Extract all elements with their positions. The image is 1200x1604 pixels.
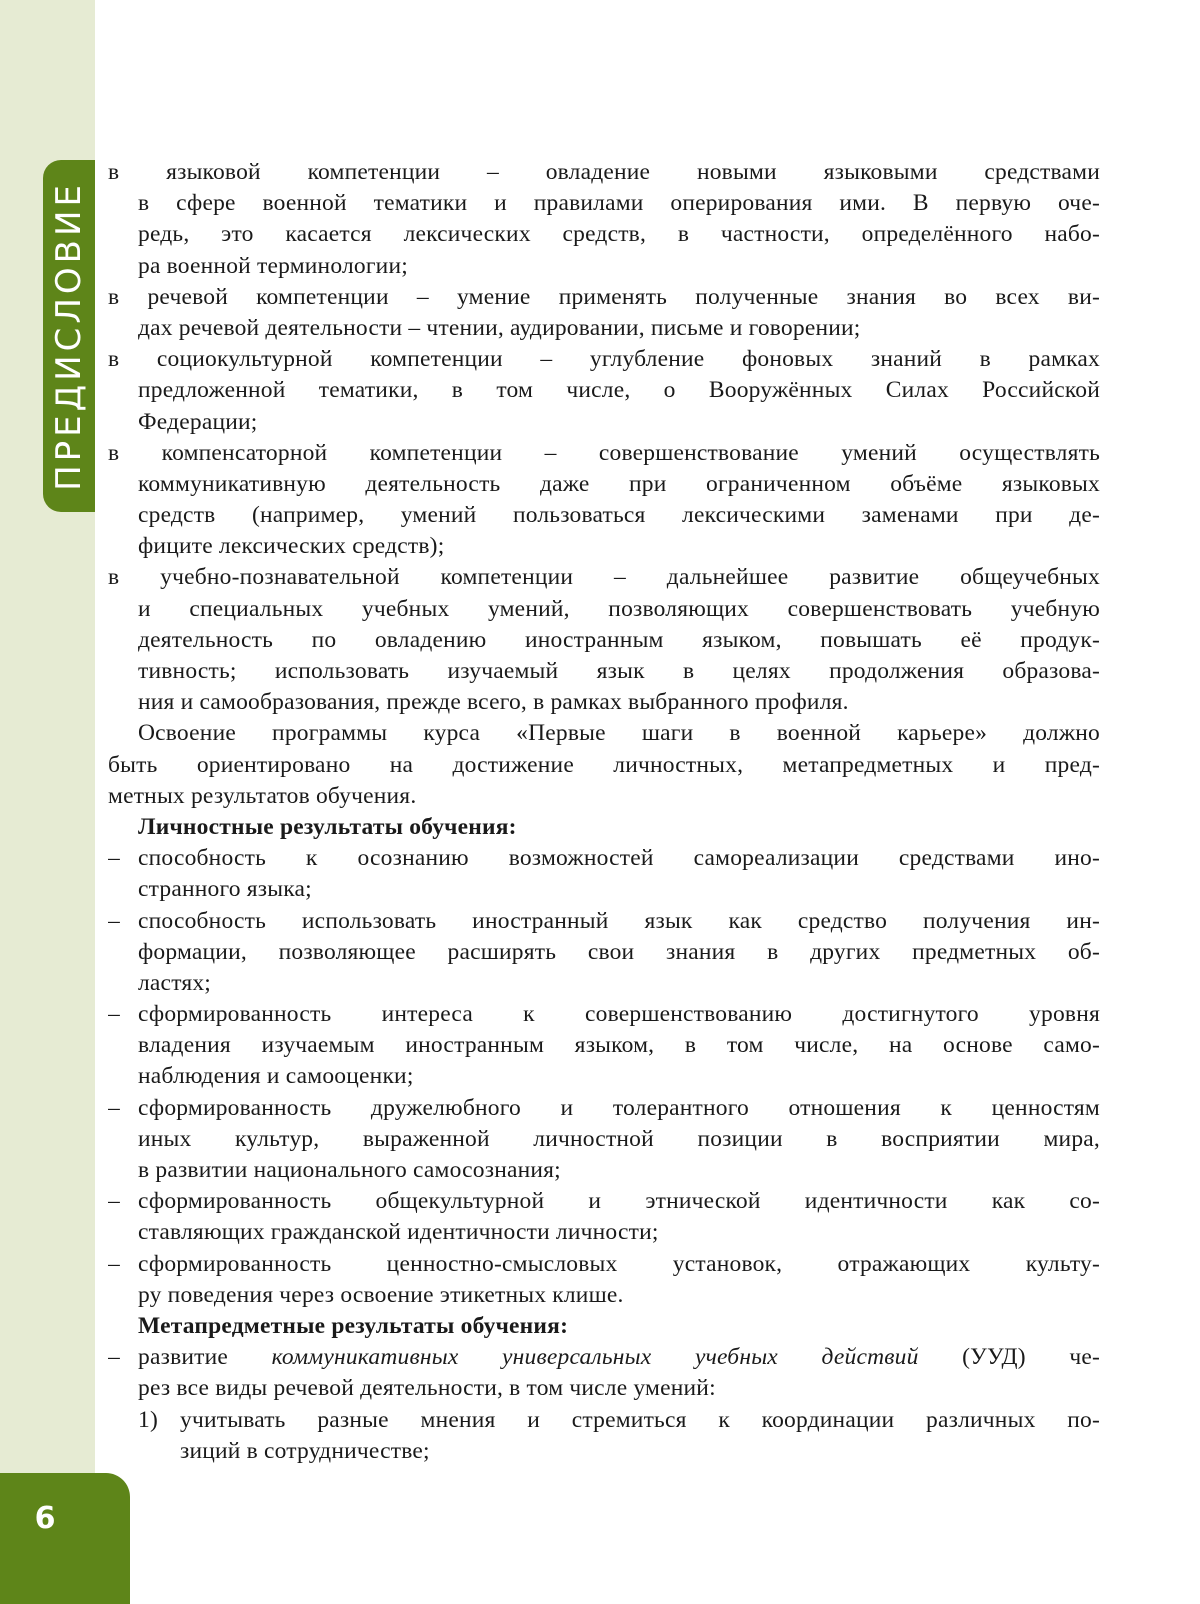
list-item-text: сформированность интереса к совершенствованию достигнутого уровня bbox=[138, 1001, 1100, 1028]
list-item bbox=[108, 843, 1100, 874]
list-item-text: способность использовать иностранный язык как средство получения ин- bbox=[138, 907, 1100, 934]
dash-bullet: – bbox=[108, 1188, 120, 1215]
text-line: в речевой компетенции – умение применять полученные знания во всех ви- bbox=[108, 283, 1100, 310]
dash-bullet: – bbox=[108, 1250, 120, 1277]
text-line: ластях; bbox=[138, 969, 212, 996]
text-line: рез все виды речевой деятельности, в том числе умений: bbox=[138, 1375, 716, 1402]
italic-term: коммуникативных универсальных учебных действий bbox=[271, 1344, 919, 1371]
dash-bullet: – bbox=[108, 907, 120, 934]
text-line: зиций в сотрудничестве; bbox=[180, 1437, 430, 1464]
list-item-text: способность к осознанию возможностей самореализации средствами ино- bbox=[138, 845, 1100, 872]
list-item-text: (УУД) че- bbox=[962, 1344, 1100, 1371]
list-item bbox=[108, 1186, 1100, 1217]
text-line: в языковой компетенции – овладение новыми языковыми средствами bbox=[108, 159, 1100, 185]
text-line: в социокультурной компетенции – углубление фоновых знаний в рамках bbox=[108, 346, 1100, 373]
dash-bullet: – bbox=[108, 845, 120, 872]
list-item bbox=[108, 1093, 1100, 1124]
text-line: тивность; использовать изучаемый язык в целях продолжения образова- bbox=[138, 658, 1100, 684]
section-heading: Личностные результаты обучения: bbox=[138, 813, 517, 840]
text-line: в учебно-познавательной компетенции – дальнейшее развитие общеучебных bbox=[108, 564, 1100, 591]
section-heading: Метапредметные результаты обучения: bbox=[138, 1312, 569, 1339]
section-title: ПРЕДИСЛОВИЕ bbox=[49, 181, 89, 491]
text-line: владения изучаемым иностранным языком, в том числе, на основе само- bbox=[138, 1032, 1100, 1059]
text-line: метных результатов обучения. bbox=[108, 782, 417, 809]
dash-bullet: – bbox=[108, 1094, 120, 1121]
item-number: 1) bbox=[138, 1406, 158, 1433]
text-line: странного языка; bbox=[138, 876, 312, 903]
list-item bbox=[108, 1342, 1100, 1373]
dash-bullet: – bbox=[108, 1001, 120, 1028]
page-body bbox=[108, 157, 1100, 1467]
text-line: ру поведения через освоение этикетных клише. bbox=[138, 1281, 624, 1308]
text-line: в сфере военной тематики и правилами оперирования ими. В первую оче- bbox=[138, 190, 1100, 217]
numbered-item bbox=[108, 1405, 1100, 1436]
list-item-text: развитие bbox=[138, 1344, 229, 1371]
text-line: дах речевой деятельности – чтении, аудировании, письме и говорении; bbox=[138, 314, 861, 341]
text-line: предложенной тематики, в том числе, о Вооружённых Силах Российской bbox=[138, 377, 1100, 404]
text-line: Федерации; bbox=[138, 408, 258, 435]
text-line: быть ориентировано на достижение личностных, метапредметных и пред- bbox=[108, 751, 1100, 778]
text-line: ния и самообразования, прежде всего, в рамках выбранного профиля. bbox=[138, 689, 849, 716]
text-line: наблюдения и самооценки; bbox=[138, 1063, 414, 1090]
text-line: иных культур, выраженной личностной позиции в восприятии мира, bbox=[138, 1125, 1100, 1152]
text-line: ставляющих гражданской идентичности личности; bbox=[138, 1219, 659, 1246]
text-line: формации, позволяющее расширять свои знания в других предметных об- bbox=[138, 938, 1100, 965]
text-line: коммуникативную деятельность даже при ограниченном объёме языковых bbox=[138, 470, 1100, 497]
text-line: в развитии национального самосознания; bbox=[138, 1157, 561, 1183]
section-tab bbox=[43, 160, 95, 512]
list-item-text: сформированность общекультурной и этнической идентичности как со- bbox=[138, 1188, 1100, 1215]
text-line: деятельность по овладению иностранным языком, повышать её продук- bbox=[138, 626, 1100, 653]
numbered-item-text: учитывать разные мнения и стремиться к координации различных по- bbox=[180, 1406, 1100, 1433]
text-line: ра военной терминологии; bbox=[138, 252, 408, 279]
list-item-text: сформированность дружелюбного и толерантного отношения к ценностям bbox=[138, 1094, 1100, 1121]
text-line: в компенсаторной компетенции – совершенствование умений осуществлять bbox=[108, 439, 1100, 466]
page-number-tab bbox=[0, 1473, 130, 1604]
text-line: фиците лексических средств); bbox=[138, 533, 445, 560]
text-line: Освоение программы курса «Первые шаги в военной карьере» должно bbox=[138, 720, 1100, 747]
text-line: средств (например, умений пользоваться лексическими заменами при де- bbox=[138, 502, 1100, 529]
dash-bullet: – bbox=[108, 1344, 120, 1371]
list-item bbox=[108, 906, 1100, 937]
text-line: и специальных учебных умений, позволяющих совершенствовать учебную bbox=[138, 595, 1100, 622]
text-line: редь, это касается лексических средств, в частности, определённого набо- bbox=[138, 221, 1100, 248]
page-number: 6 bbox=[34, 1501, 56, 1536]
side-strip bbox=[0, 0, 95, 1604]
list-item bbox=[108, 1249, 1100, 1280]
list-item bbox=[108, 999, 1100, 1030]
list-item-text: сформированность ценностно-смысловых установок, отражающих культу- bbox=[138, 1250, 1100, 1277]
